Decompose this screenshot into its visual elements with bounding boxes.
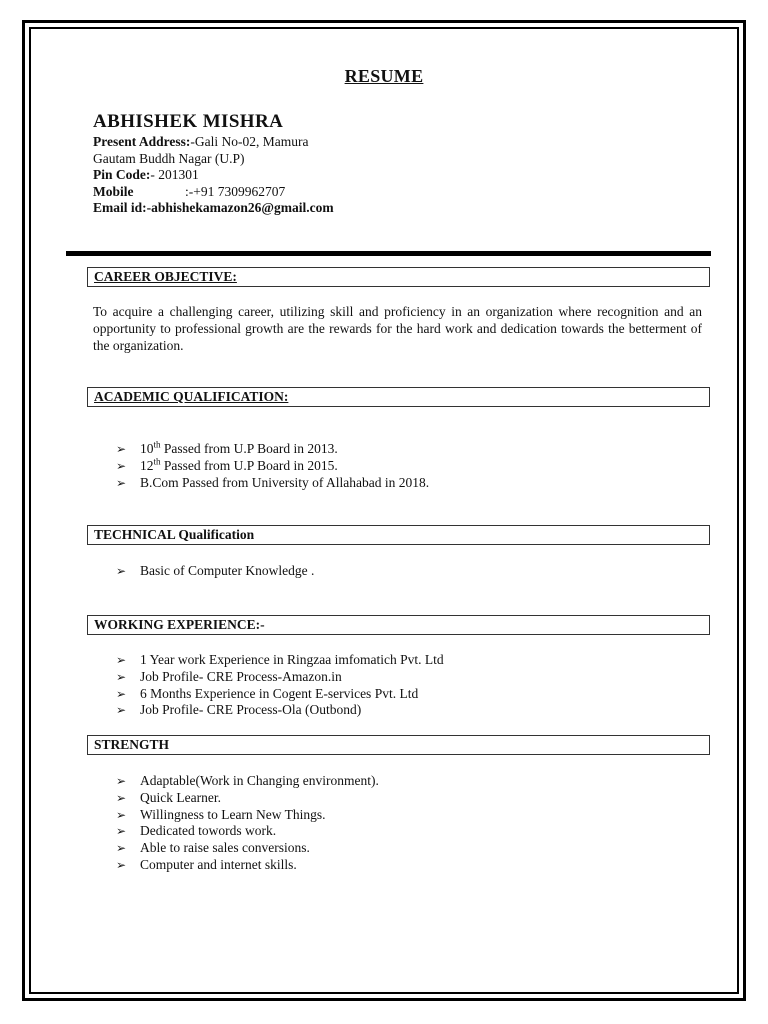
mobile-label: Mobile [93, 183, 134, 199]
list-item: ➢ Job Profile- CRE Process-Amazon.in [116, 669, 444, 686]
academic-list [116, 441, 429, 491]
pin-code-line [93, 167, 334, 184]
strength-heading [87, 735, 710, 755]
item-text: Passed from U.P Board in 2013. [160, 441, 338, 456]
list-item: ➢ Dedicated towords work. [116, 823, 379, 840]
document-title: RESUME [344, 66, 424, 86]
strength-heading-text: STRENGTH [94, 737, 170, 752]
technical-heading [87, 525, 710, 545]
list-item [116, 475, 429, 492]
experience-heading [87, 615, 710, 635]
contact-block [93, 134, 334, 217]
ordinal-suffix: th [153, 439, 161, 450]
experience-list [116, 652, 444, 719]
ordinal-suffix: th [153, 456, 161, 467]
mobile-line [93, 184, 334, 201]
email-value: -abhishekamazon26@gmail.com [146, 200, 334, 216]
pin-value: - 201301 [150, 167, 199, 183]
list-item [116, 458, 429, 475]
career-objective-heading-text: CAREER OBJECTIVE: [94, 269, 237, 284]
email-label: Email id: [93, 200, 147, 216]
technical-list [116, 563, 314, 580]
list-item [116, 441, 429, 458]
mobile-value: :-+91 7309962707 [185, 183, 286, 199]
career-objective-text: To acquire a challenging career, utilizing skill and proficiency in an organization where recognition and an opportunity to professional growth are the rewards for the hard work and dedication towards the betterment of the organization. [93, 304, 702, 353]
address-line-2: Gautam Buddh Nagar (U.P) [93, 150, 245, 166]
item-number: 12 [140, 457, 154, 473]
list-item: ➢ Basic of Computer Knowledge . [116, 563, 314, 580]
list-item: ➢ Adaptable(Work in Changing environment). [116, 773, 379, 790]
list-item: ➢ 1 Year work Experience in Ringzaa imfomatich Pvt. Ltd [116, 652, 444, 669]
header-divider [66, 251, 711, 256]
list-item: ➢ Willingness to Learn New Things. [116, 807, 379, 824]
item-number: 10 [140, 441, 154, 456]
experience-heading-text: WORKING EXPERIENCE:- [94, 617, 265, 632]
strength-list [116, 773, 379, 874]
candidate-name: ABHISHEK MISHRA [93, 111, 284, 132]
pin-label: Pin Code: [93, 167, 151, 183]
technical-heading-text: TECHNICAL Qualification [94, 527, 255, 542]
address-line-1 [93, 134, 334, 151]
list-item: ➢ Quick Learner. [116, 790, 379, 807]
list-item: ➢ Able to raise sales conversions. [116, 840, 379, 857]
list-item: ➢ Job Profile- CRE Process-Ola (Outbond) [116, 702, 444, 719]
address-value: -Gali No-02, Mamura [190, 134, 309, 149]
academic-heading-text: ACADEMIC QUALIFICATION: [94, 389, 289, 404]
item-text: B.Com Passed from University of Allahabad in 2018. [140, 474, 430, 490]
item-text: Passed from U.P Board in 2015. [160, 457, 338, 473]
list-item: ➢ 6 Months Experience in Cogent E-services Pvt. Ltd [116, 686, 444, 703]
email-line [93, 200, 334, 217]
list-item: ➢ Computer and internet skills. [116, 857, 379, 874]
address-label: Present Address: [93, 134, 191, 149]
academic-heading [87, 387, 710, 407]
career-objective-heading [87, 267, 710, 287]
